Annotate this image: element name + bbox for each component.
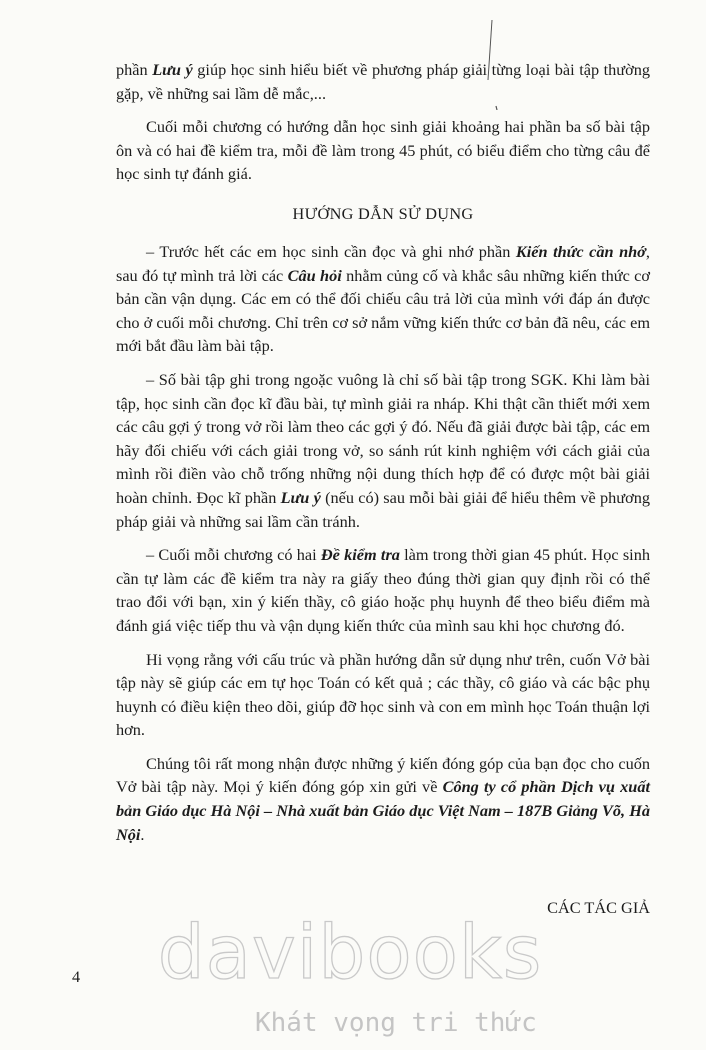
paragraph-knowledge [116,240,650,358]
intro-note-term: Lưu ý [152,60,193,79]
paragraph-feedback [116,752,650,846]
paragraph-chapter-exercises: Cuối mỗi chương có hướng dẫn học sinh giải khoảng hai phần ba số bài tập ôn và có hai đề kiểm tra, mỗi đề làm trong 45 phút, có biểu điểm cho từng câu để học sinh tự đánh giá. [116,117,650,184]
p7-publisher-address: Công ty cổ phần Dịch vụ xuất bản Giáo dục Hà Nội – Nhà xuất bản Giáo dục Việt Nam – 187B Giảng Võ, Hà Nội [116,777,650,844]
p3-text-e: nhằm củng cố và khắc sâu những kiến thức cơ bản cần vận dụng. Các em có thể đối chiếu câu trả lời của mình với đáp án được cho ở cuối mỗi chương. Chỉ trên cơ sở nắm vững kiến thức cơ bản đã nêu, các em mới bắt đầu làm bài tập. [116,265,650,356]
authors-signature: CÁC TÁC GIẢ [547,898,650,917]
p5-text-a: – Cuối mỗi chương có hai [146,545,321,565]
intro-section [116,58,650,196]
intro-paragraph [116,58,650,105]
usage-section [116,240,650,856]
page-number: 4 [72,967,81,986]
p7-text-a: Chúng tôi rất mong nhận được những ý kiến đóng góp của bạn đọc cho cuốn Vở bài tập này. Mọi ý kiến đóng góp xin gửi về [116,753,650,797]
p4-text-c: (nếu có) sau mỗi bài giải để hiểu thêm về phương pháp giải và những sai lầm cần tránh. [116,487,650,531]
p5-text-c: làm trong thời gian 45 phút. Học sinh cần tự làm các đề kiểm tra này ra giấy theo đúng thời gian quy định rồi có thể trao đổi với bạn, xin ý kiến thầy, cô giáo hoặc phụ huynh để theo biểu điểm mà đánh giá việc tiếp thu và vận dụng kiến thức của mình sau khi học chương đó. [116,545,650,635]
watermark-brand: davibooks [157,910,543,996]
p3-text-c: , sau đó tự mình trả lời các [116,242,650,285]
paragraph-hope: Hi vọng rằng với cấu trúc và phần hướng dẫn sử dụng như trên, cuốn Vở bài tập này sẽ giúp các em tự học Toán có kết quả ; các thầy, cô giáo và các bậc phụ huynh có điều kiện theo dõi, giúp đỡ học sinh và con em mình học Toán thuận lợi hơn. [116,649,650,740]
p4-term-note: Lưu ý [280,487,321,507]
paragraph-tests [116,543,650,637]
p3-text-a: – Trước hết các em học sinh cần đọc và ghi nhớ phần [146,242,516,261]
intro-text-2: giúp học sinh hiểu biết về phương pháp giải từng loại bài tập thường gặp, về những sai lầm dễ mắc,... [116,60,651,103]
intro-text-1: phần [116,60,153,79]
p4-text-a: – Số bài tập ghi trong ngoặc vuông là chỉ số bài tập trong SGK. Khi làm bài tập, học sinh cần đọc kĩ đầu bài, tự mình giải ra nháp. Khi thật cần thiết mới xem các câu gợi ý trong vở rồi làm theo các gợi ý đó. Nếu đã giải được bài tập, các em hãy đối chiếu với cách giải trong vở, so sánh rút kinh nghiệm với cách giải của mình rồi điền vào chỗ trống những nội dung thích hợp để có được một bài giải hoàn chỉnh. Đọc kĩ phần [116,369,650,507]
paragraph-exercises [116,368,650,533]
p5-term-test: Đề kiểm tra [320,545,400,565]
p3-term-questions: Câu hỏi [287,265,342,285]
section-heading: HƯỚNG DẪN SỬ DỤNG [292,204,474,223]
watermark-tagline: Khát vọng tri thức [255,1008,537,1038]
p3-term-knowledge: Kiến thức cần nhớ [515,242,646,261]
p7-text-c: . [140,824,145,844]
